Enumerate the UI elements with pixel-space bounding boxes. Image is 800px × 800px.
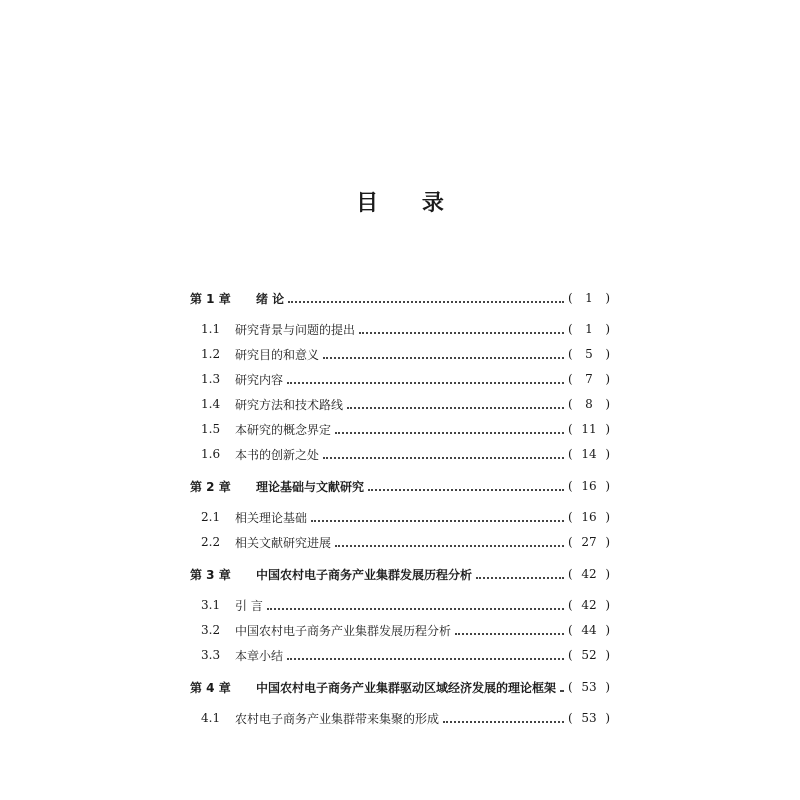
entry-number: 2.1 (201, 510, 221, 524)
paren-open: ( (568, 291, 573, 305)
paren-close: ) (605, 397, 610, 411)
entry-number: 3.2 (201, 623, 221, 637)
toc-section-entry[interactable] (201, 644, 610, 666)
dot-leader (288, 300, 564, 303)
toc-section-entry[interactable] (201, 619, 610, 641)
entry-title: 相关理论基础 (235, 510, 308, 525)
entry-number: 第 4 章 (190, 680, 231, 695)
entry-page-number (568, 598, 610, 612)
entry-page-number (568, 322, 610, 336)
entry-number: 第 2 章 (190, 479, 231, 494)
dot-leader (347, 406, 564, 409)
page-number: 44 (581, 623, 597, 637)
paren-open: ( (568, 711, 573, 725)
page-number: 53 (581, 680, 597, 694)
entry-page-number (568, 535, 610, 549)
toc-chapter-entry[interactable] (190, 475, 610, 497)
dot-leader (560, 689, 564, 692)
paren-open: ( (568, 447, 573, 461)
paren-open: ( (568, 397, 573, 411)
dot-leader (267, 607, 564, 610)
paren-close: ) (605, 598, 610, 612)
paren-close: ) (605, 322, 610, 336)
page-number: 53 (581, 711, 597, 725)
toc-section-entry[interactable] (201, 707, 610, 729)
entry-title: 中国农村电子商务产业集群发展历程分析 (235, 623, 452, 638)
page-number: 42 (581, 598, 597, 612)
entry-page-number (568, 510, 610, 524)
entry-title: 本研究的概念界定 (235, 422, 332, 437)
toc-section-entry[interactable] (201, 393, 610, 415)
dot-leader (443, 720, 564, 723)
entry-number: 3.1 (201, 598, 221, 612)
paren-open: ( (568, 510, 573, 524)
paren-close: ) (605, 567, 610, 581)
paren-close: ) (605, 623, 610, 637)
paren-open: ( (568, 680, 573, 694)
entry-page-number (568, 347, 610, 361)
entry-page-number (568, 291, 610, 305)
entry-title: 研究背景与问题的提出 (235, 322, 356, 337)
toc-section-entry[interactable] (201, 594, 610, 616)
entry-page-number (568, 711, 610, 725)
paren-close: ) (605, 535, 610, 549)
entry-page-number (568, 372, 610, 386)
paren-close: ) (605, 510, 610, 524)
paren-open: ( (568, 322, 573, 336)
page-number: 42 (581, 567, 597, 581)
entry-title: 农村电子商务产业集群带来集聚的形成 (235, 711, 440, 726)
entry-page-number (568, 447, 610, 461)
toc-section-entry[interactable] (201, 443, 610, 465)
entry-page-number (568, 648, 610, 662)
dot-leader (287, 381, 564, 384)
toc-section-entry[interactable] (201, 418, 610, 440)
paren-close: ) (605, 422, 610, 436)
entry-number: 3.3 (201, 648, 221, 662)
paren-open: ( (568, 623, 573, 637)
paren-close: ) (605, 680, 610, 694)
entry-number: 1.5 (201, 422, 221, 436)
entry-number: 1.6 (201, 447, 221, 461)
page-number: 1 (585, 291, 593, 305)
toc-section-entry[interactable] (201, 506, 610, 528)
page-number: 16 (581, 479, 597, 493)
page-title: 目 录 (356, 190, 462, 216)
entry-page-number (568, 567, 610, 581)
paren-close: ) (605, 648, 610, 662)
page-number: 52 (581, 648, 597, 662)
page-number: 11 (581, 422, 597, 436)
entry-page-number (568, 623, 610, 637)
dot-leader (359, 331, 564, 334)
entry-page-number (568, 680, 610, 694)
toc-chapter-entry[interactable] (190, 563, 610, 585)
toc-section-entry[interactable] (201, 318, 610, 340)
dot-leader (287, 657, 564, 660)
entry-number: 第 1 章 (190, 291, 231, 306)
paren-open: ( (568, 479, 573, 493)
entry-title: 中国农村电子商务产业集群发展历程分析 (256, 567, 473, 582)
paren-close: ) (605, 372, 610, 386)
entry-number: 4.1 (201, 711, 221, 725)
paren-open: ( (568, 372, 573, 386)
dot-leader (323, 356, 564, 359)
page-number: 27 (581, 535, 597, 549)
paren-open: ( (568, 648, 573, 662)
paren-close: ) (605, 347, 610, 361)
entry-number: 第 3 章 (190, 567, 231, 582)
dot-leader (311, 519, 564, 522)
entry-title: 本章小结 (235, 648, 284, 663)
page-number: 1 (585, 322, 593, 336)
entry-title: 绪 论 (256, 291, 285, 306)
entry-title: 研究方法和技术路线 (235, 397, 344, 412)
toc-section-entry[interactable] (201, 368, 610, 390)
page-number: 16 (581, 510, 597, 524)
entry-page-number (568, 479, 610, 493)
paren-close: ) (605, 291, 610, 305)
paren-close: ) (605, 447, 610, 461)
toc-section-entry[interactable] (201, 343, 610, 365)
entry-number: 2.2 (201, 535, 221, 549)
entry-title: 中国农村电子商务产业集群驱动区域经济发展的理论框架 (256, 680, 557, 695)
paren-close: ) (605, 711, 610, 725)
entry-number: 1.4 (201, 397, 221, 411)
toc-chapter-entry[interactable] (190, 676, 610, 698)
toc-section-entry[interactable] (201, 531, 610, 553)
paren-open: ( (568, 347, 573, 361)
paren-open: ( (568, 422, 573, 436)
paren-open: ( (568, 535, 573, 549)
entry-number: 1.2 (201, 347, 221, 361)
entry-title: 研究内容 (235, 372, 284, 387)
page-number: 5 (585, 347, 593, 361)
toc-chapter-entry[interactable] (190, 287, 610, 309)
page-number: 7 (585, 372, 593, 386)
entry-number: 1.1 (201, 322, 221, 336)
dot-leader (335, 544, 564, 547)
entry-title: 引 言 (235, 598, 263, 613)
dot-leader (476, 576, 564, 579)
page-number: 14 (581, 447, 597, 461)
entry-title: 相关文献研究进展 (235, 535, 332, 550)
paren-close: ) (605, 479, 610, 493)
dot-leader (335, 431, 564, 434)
entry-title: 理论基础与文献研究 (256, 479, 365, 494)
entry-number: 1.3 (201, 372, 221, 386)
dot-leader (368, 488, 564, 491)
entry-page-number (568, 422, 610, 436)
page-number: 8 (585, 397, 593, 411)
paren-open: ( (568, 598, 573, 612)
entry-page-number (568, 397, 610, 411)
dot-leader (455, 632, 564, 635)
paren-open: ( (568, 567, 573, 581)
dot-leader (323, 456, 564, 459)
entry-title: 研究目的和意义 (235, 347, 320, 362)
entry-title: 本书的创新之处 (235, 447, 320, 462)
